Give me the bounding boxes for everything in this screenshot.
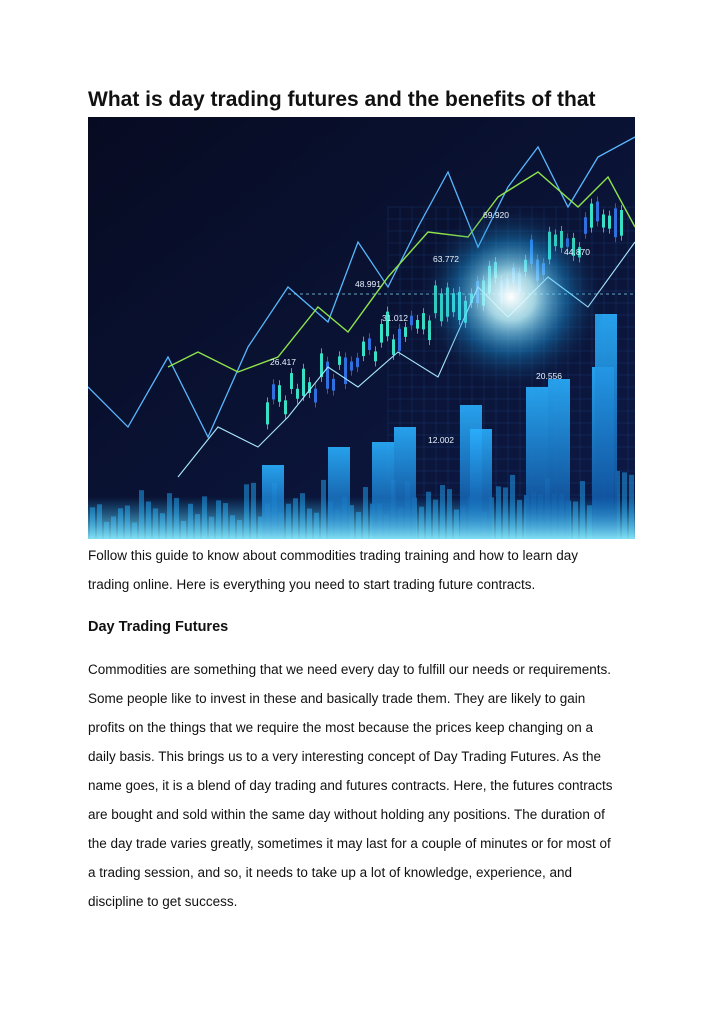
candle-body	[392, 339, 395, 354]
candle-body	[314, 389, 317, 403]
glow-flare	[416, 202, 606, 392]
candle-body	[278, 385, 281, 402]
body-line: daily basis. This brings us to a very interesting concept of Day Trading Futures. As the	[88, 749, 602, 764]
floor-glow	[88, 497, 635, 539]
body-line: the day trade varies greatly, sometimes it may last for a couple of minutes or for most of	[88, 836, 611, 851]
article-title: What is day trading futures and the benefits of that	[88, 88, 596, 111]
candle-body	[338, 356, 341, 364]
chart-label: 63.772	[433, 254, 459, 264]
candle-body	[296, 389, 299, 399]
candle-body	[416, 320, 419, 329]
trading-chart-illustration	[88, 117, 635, 539]
candle-body	[398, 329, 401, 351]
candle-body	[362, 342, 365, 357]
candle-body	[590, 204, 593, 228]
chart-label: 31.012	[382, 313, 408, 323]
candle-body	[602, 214, 605, 227]
candle-body	[620, 210, 623, 236]
candle-body	[614, 208, 617, 237]
candle-body	[596, 202, 599, 222]
body-line: profits on the things that we require the most because the prices keep changing on a	[88, 720, 594, 735]
body-line: Some people like to invest in these and basically trade them. They are likely to gain	[88, 691, 586, 706]
candle-body	[332, 379, 335, 391]
candle-body	[404, 327, 407, 337]
candle-body	[266, 402, 269, 424]
candle-body	[344, 357, 347, 384]
candle-body	[368, 338, 371, 350]
chart-label: 26.417	[270, 357, 296, 367]
candle-body	[380, 324, 383, 343]
candle-body	[284, 400, 287, 414]
intro-line: trading online. Here is everything you need to start trading future contracts.	[88, 577, 536, 592]
candle-body	[326, 362, 329, 389]
candle-body	[410, 316, 413, 326]
chart-label: 69.920	[483, 210, 509, 220]
candle-body	[302, 369, 305, 396]
body-line: Commodities are something that we need every day to fulfill our needs or requirements.	[88, 662, 612, 677]
hero-image	[88, 117, 635, 539]
body-line: name goes, it is a blend of day trading and futures contracts. Here, the futures contracts	[88, 778, 613, 793]
candle-body	[350, 361, 353, 370]
body-paragraph	[88, 655, 648, 916]
body-line: discipline to get success.	[88, 894, 238, 909]
candle-body	[374, 351, 377, 361]
intro-line: Follow this guide to know about commodities trading training and how to learn day	[88, 548, 579, 563]
body-line: a trading session, and so, it needs to take up a lot of knowledge, experience, and	[88, 865, 573, 880]
candle-body	[356, 358, 359, 367]
chart-label: 12.002	[428, 435, 454, 445]
candle-body	[290, 373, 293, 389]
body-line: are bought and sold within the same day without holding any positions. The duration of	[88, 807, 605, 822]
candle-body	[272, 384, 275, 399]
chart-label: 48.991	[355, 279, 381, 289]
chart-label: 20.556	[536, 371, 562, 381]
candle-body	[584, 217, 587, 234]
section-heading: Day Trading Futures	[88, 619, 229, 635]
intro-paragraph	[88, 541, 648, 599]
candle-body	[608, 216, 611, 229]
chart-label: 44.870	[564, 247, 590, 257]
